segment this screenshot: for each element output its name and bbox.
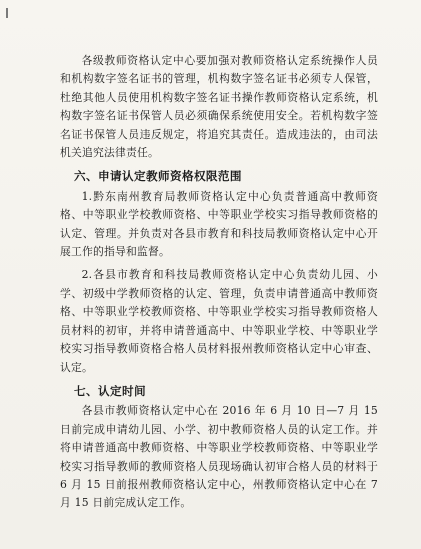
paragraph-prefecture-center: 1.黔东南州教育局教师资格认定中心负责普通高中教师资格、中等职业学校教师资格、中等职业学校实习指导教师资格的认定、管理。并负责对各县市教育和科技局教师资格认定中心开展工作的指导和监督。 — [60, 189, 378, 259]
section-heading-time: 七、认定时间 — [74, 383, 146, 398]
paragraph-schedule: 各县市教师资格认定中心在 2016 年 6 月 10 日—7 月 15 日前完成申请幼儿园、小学、初中教师资格人员的认定工作。并将申请普通高中教师资格、中等职业学校教师资格、中等职业学校实习指导教师的教师资格人员现场确认初审合格人员的材料于 6 月 15 日前报州教师资格认定中心，州教师资格认定中心在 7 月 15 日前完成认定工作。 — [60, 404, 378, 510]
scan-mark — [6, 8, 8, 18]
paragraph-certificate-management: 各级教师资格认定中心要加强对教师资格认定系统操作人员和机构数字签名证书的管理，机构数字签名证书必须专人保管，杜绝其他人员使用机构数字签名证书操作教师资格认定系统，机构数字签名证书保管人员必须确保系统使用安全。若机构数字签名证书保管人员违反规定，将追究其责任。造成违法的，由司法机关追究法律责任。 — [60, 54, 378, 160]
paragraph-county-centers: 2.各县市教育和科技局教师资格认定中心负责幼儿园、小学、初级中学教师资格的认定、管理，负责申请普通高中教师资格、中等职业学校教师资格、中等职业学校实习指导教师资格人员材料的初审，并将申请普通高中、中等职业学校、中等职业学校实习指导教师资格合格人员材料报州教师资格认定中心审查、认定。 — [60, 268, 378, 374]
section-heading-scope: 六、申请认定教师资格权限范围 — [74, 169, 242, 184]
document-body — [60, 52, 378, 518]
